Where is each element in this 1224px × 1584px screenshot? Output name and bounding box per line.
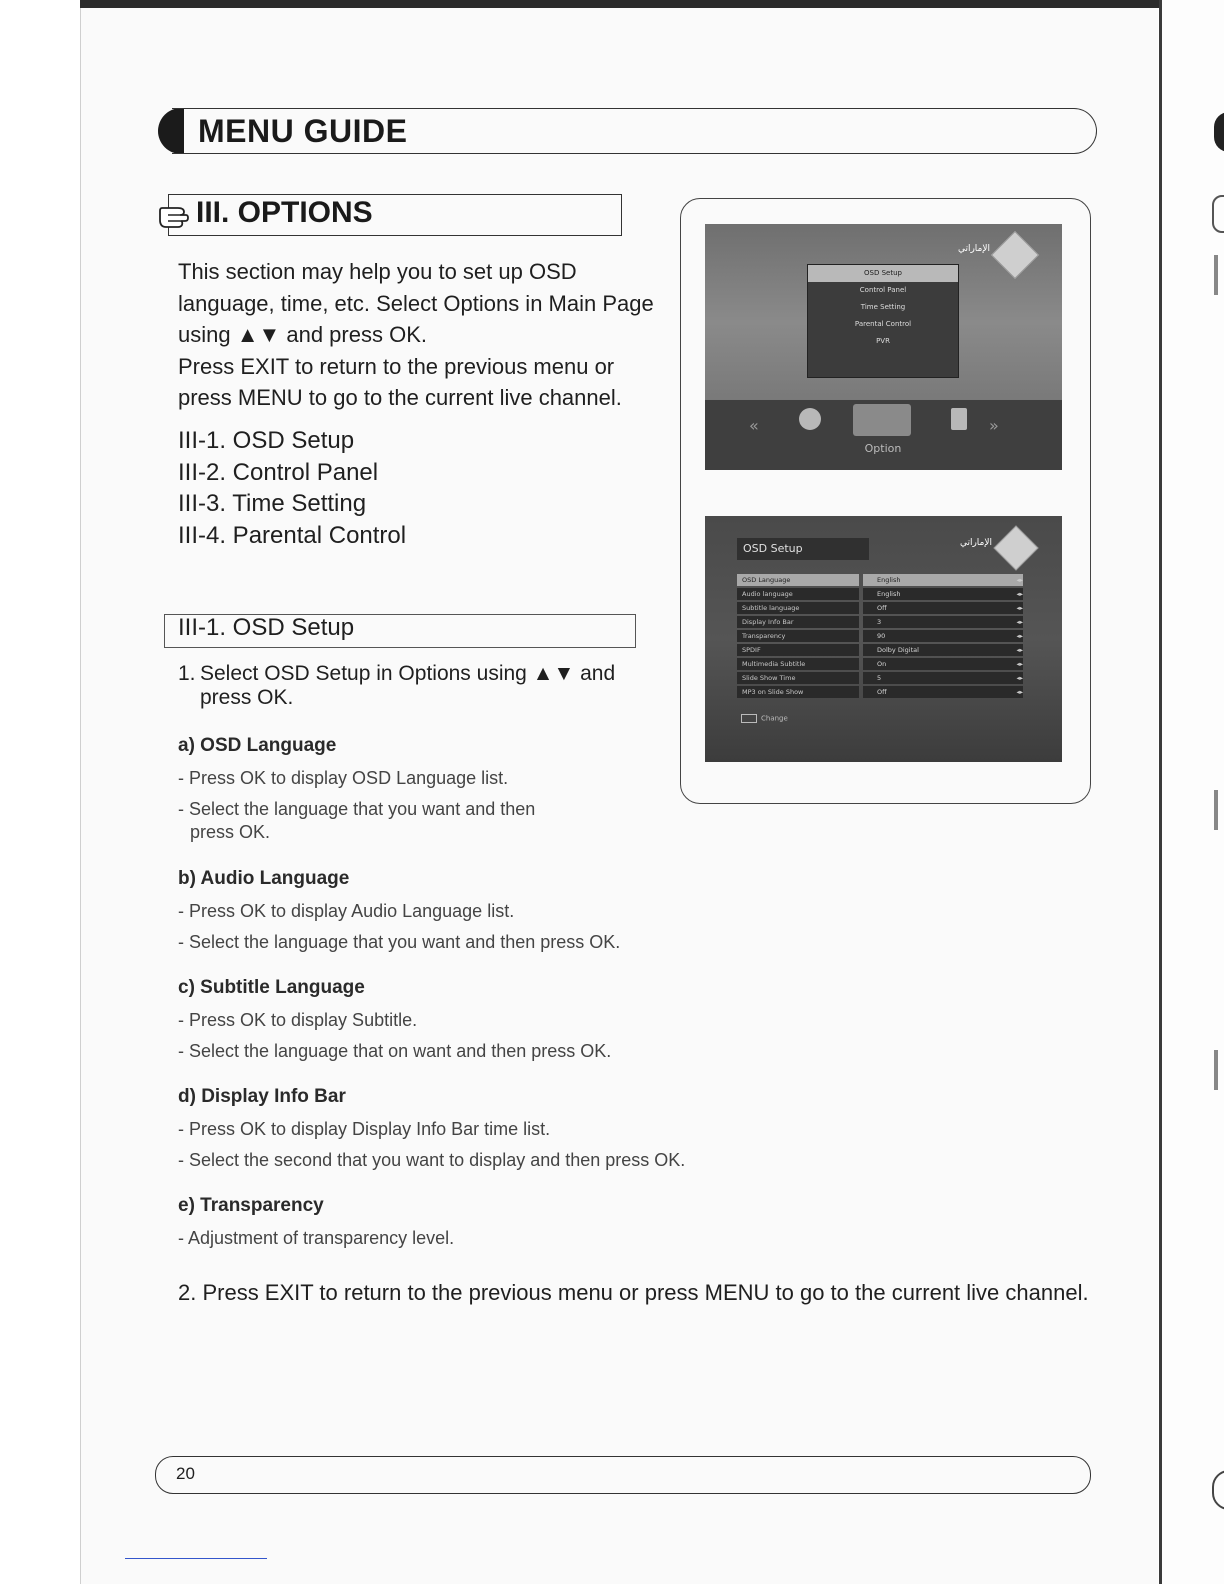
next-page-rule — [1214, 1050, 1218, 1090]
options-submenu — [807, 264, 959, 378]
next-page-header-tab — [1214, 112, 1224, 152]
left-right-arrows-icon: ◂▸ — [1016, 660, 1023, 668]
setting-heading: d) Display Info Bar — [178, 1086, 346, 1107]
intro-paragraph: Press EXIT to return to the previous menu or press MENU to go to the current live channel. — [178, 353, 622, 410]
settings-value: 90 — [863, 630, 1023, 642]
settings-key: OSD Language — [737, 574, 859, 586]
setting-line — [178, 798, 535, 844]
channel-logo-icon — [993, 525, 1038, 570]
setting-line: - Press OK to display OSD Language list. — [178, 768, 509, 788]
setting-heading: b) Audio Language — [178, 868, 350, 889]
left-right-arrows-icon: ◂▸ — [1016, 632, 1023, 640]
step-1 — [178, 662, 648, 710]
settings-value: Off — [863, 686, 1023, 698]
setting-heading: e) Transparency — [178, 1195, 324, 1216]
device-icon — [951, 408, 967, 430]
settings-row — [737, 657, 1029, 671]
toc-item: III-1. OSD Setup — [178, 427, 355, 454]
setting-heading: c) Subtitle Language — [178, 977, 365, 998]
option-icon — [853, 404, 911, 436]
footer-bar — [155, 1456, 1091, 1494]
channel-logo-text: الإماراتي — [959, 538, 992, 548]
settings-key: Display Info Bar — [737, 616, 859, 628]
osd-footer-hint — [741, 714, 788, 723]
settings-value: Dolby Digital — [863, 644, 1023, 656]
submenu-item: Parental Control — [854, 320, 912, 328]
left-binding-margin — [0, 0, 81, 1584]
next-page-hand-icon — [1212, 195, 1224, 233]
page-title: MENU GUIDE — [198, 113, 408, 149]
settings-key: Slide Show Time — [737, 672, 859, 684]
next-page-rule — [1214, 790, 1218, 830]
setting-line: - Adjustment of transparency level. — [178, 1228, 455, 1248]
step-text: Select OSD Setup in Options using ▲▼ and — [200, 662, 616, 685]
intro-paragraph: This section may help you to set up OSD language, time, etc. Select Options in Main Page using ▲▼ and press OK. — [178, 259, 654, 347]
settings-value: English — [863, 588, 1023, 600]
settings-key: Audio language — [737, 588, 859, 600]
left-right-arrows-icon: ◂▸ — [1016, 646, 1023, 654]
settings-row — [737, 615, 1029, 629]
left-right-arrows-icon: ◂▸ — [1016, 576, 1023, 584]
settings-row — [737, 601, 1029, 615]
settings-key: Transparency — [737, 630, 859, 642]
scroll-right-icon: » — [989, 416, 999, 435]
submenu-item: PVR — [876, 337, 890, 345]
submenu-item: OSD Setup — [808, 265, 958, 282]
setting-item-display-info-bar — [178, 1086, 685, 1180]
settings-value: On — [863, 658, 1023, 670]
pointing-hand-icon — [156, 198, 190, 230]
settings-key: SPDIF — [737, 644, 859, 656]
setting-line: - Select the language that you want and then press OK. — [178, 932, 621, 952]
channel-logo-text: الإماراتي — [957, 244, 990, 254]
submenu-item: Time Setting — [860, 303, 906, 311]
osd-setup-screenshot — [705, 516, 1062, 762]
setting-item-osd-language — [178, 735, 535, 852]
scroll-left-icon: « — [749, 416, 759, 435]
setting-item-subtitle-language — [178, 977, 611, 1071]
settings-value: Off — [863, 602, 1023, 614]
settings-value: 3 — [863, 616, 1023, 628]
top-edge — [80, 0, 1160, 8]
settings-key: Multimedia Subtitle — [737, 658, 859, 670]
submenu-item: Control Panel — [859, 286, 907, 294]
next-page-rule — [1214, 255, 1218, 295]
settings-row — [737, 629, 1029, 643]
page-number: 20 — [176, 1464, 195, 1483]
setting-line: - Press OK to display Audio Language list. — [178, 901, 515, 921]
bulb-icon — [799, 408, 821, 430]
settings-row — [737, 671, 1029, 685]
setting-item-audio-language — [178, 868, 620, 962]
settings-row — [737, 587, 1029, 601]
toc-item: III-2. Control Panel — [178, 458, 379, 486]
setting-line: - Select the language that on want and then press OK. — [178, 1041, 612, 1061]
setting-line-text: - Select the language that you want and then — [178, 799, 536, 819]
options-menu-screenshot — [705, 224, 1062, 470]
settings-value: English — [863, 574, 1023, 586]
menu-bar-label: Option — [864, 442, 902, 455]
subsection-title: III-1. OSD Setup — [178, 614, 355, 641]
setting-line: - Press OK to display Display Info Bar time list. — [178, 1119, 551, 1139]
settings-key: MP3 on Slide Show — [737, 686, 859, 698]
left-right-arrows-icon: ◂▸ — [1016, 604, 1023, 612]
settings-key: Subtitle language — [737, 602, 859, 614]
remote-button-icon — [741, 714, 757, 723]
setting-item-transparency — [178, 1195, 454, 1258]
left-right-arrows-icon: ◂▸ — [1016, 590, 1023, 598]
bottom-rule — [125, 1558, 267, 1559]
main-menu-bar — [705, 400, 1062, 470]
toc-item: III-3. Time Setting — [178, 490, 367, 517]
setting-line: - Press OK to display Subtitle. — [178, 1010, 418, 1030]
osd-setup-title: OSD Setup — [737, 538, 869, 560]
section-title: III. OPTIONS — [196, 196, 373, 229]
setting-heading: a) OSD Language — [178, 735, 337, 756]
osd-settings-table — [737, 573, 1029, 699]
settings-row — [737, 685, 1029, 699]
next-page-edge — [1159, 0, 1224, 1584]
footer-hint-text: Change — [761, 714, 788, 723]
settings-row — [737, 573, 1029, 587]
toc-item: III-4. Parental Control — [178, 521, 407, 549]
setting-line-text: press OK. — [190, 822, 271, 842]
setting-line: - Select the second that you want to display and then press OK. — [178, 1150, 686, 1170]
next-page-footer-tab — [1212, 1470, 1224, 1510]
intro-text — [178, 256, 668, 414]
settings-row — [737, 643, 1029, 657]
channel-logo-icon — [991, 231, 1039, 279]
left-right-arrows-icon: ◂▸ — [1016, 688, 1023, 696]
step-number: 1. — [178, 662, 196, 685]
step-text: press OK. — [200, 686, 294, 709]
left-right-arrows-icon: ◂▸ — [1016, 674, 1023, 682]
step-2: 2. Press EXIT to return to the previous menu or press MENU to go to the current live channel. — [178, 1280, 1089, 1305]
left-right-arrows-icon: ◂▸ — [1016, 618, 1023, 626]
options-contents — [178, 425, 406, 551]
settings-value: 5 — [863, 672, 1023, 684]
